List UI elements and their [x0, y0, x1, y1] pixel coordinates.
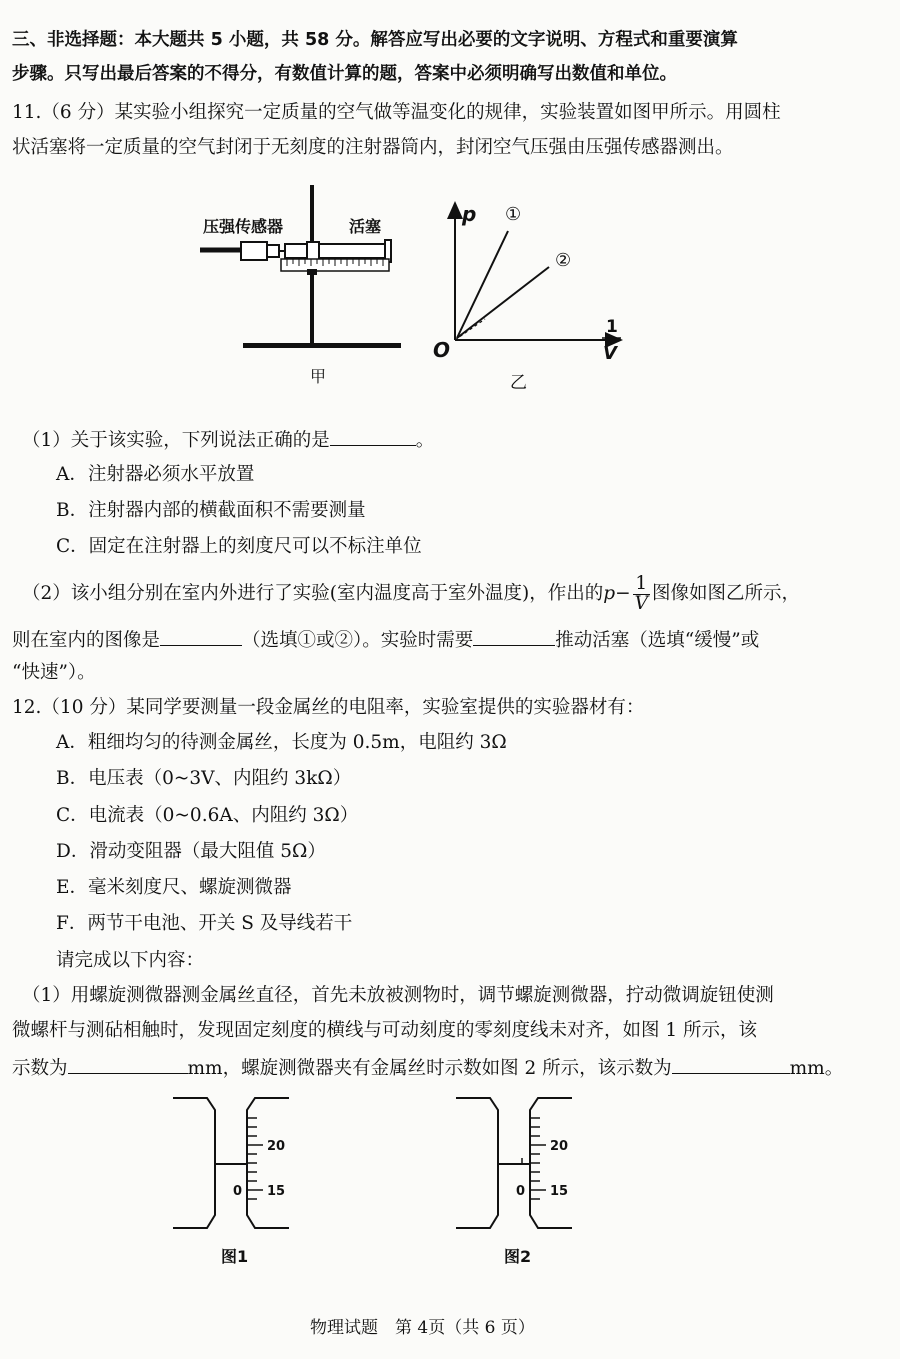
q11-stem-line2: 状活塞将一定质量的空气封闭于无刻度的注射器筒内，封闭空气压强由压强传感器测出。 [12, 137, 734, 158]
fig1-tick-20: 20 [267, 1139, 286, 1154]
fig2-tick-15: 15 [550, 1184, 569, 1199]
syringe-barrel [285, 244, 385, 258]
line-1 [457, 231, 508, 338]
q12-item-e: E．毫米刻度尺、螺旋测微器 [56, 877, 292, 898]
section-title-line1: 三、非选择题：本大题共 5 小题，共 58 分。解答应写出必要的文字说明、方程式和重要演算 [12, 30, 738, 50]
fig1-caption: 图1 [221, 1247, 249, 1266]
figure-jia-caption: 甲 [310, 367, 327, 386]
x-axis-label-num: 1 [606, 317, 618, 337]
q12-item-a: A．粗细均匀的待测金属丝，长度为 0.5m，电阻约 3Ω [56, 732, 507, 753]
answer-blank-q11-2a[interactable] [160, 627, 242, 646]
q11-option-c: C．固定在注射器上的刻度尺可以不标注单位 [56, 536, 422, 557]
stand-base [243, 343, 401, 348]
fig1-zero: 0 [233, 1184, 243, 1199]
q11-option-b: B．注射器内部的横截面积不需要测量 [56, 500, 366, 521]
section-title-line2: 步骤。只写出最后答案的不得分，有数值计算的题，答案中必须明确写出数值和单位。 [12, 64, 677, 84]
y-axis-label: p [462, 202, 477, 226]
q12-part1-line3: 示数为 mm，螺旋测微器夹有金属丝时示数如图 2 所示，该示数为 mm。 [12, 1055, 843, 1080]
q11-part2-line2: 则在室内的图像是 （选填①或②）。实验时需要 推动活塞（选填“缓慢”或 [12, 627, 759, 652]
page-footer: 物理试题 第 4页（共 6 页） [310, 1318, 535, 1338]
answer-blank-q11-2b[interactable] [473, 627, 555, 646]
q11-stem-line1: 11.（6 分）某实验小组探究一定质量的空气做等温变化的规律，实验装置如图甲所示。用圆柱 [12, 102, 781, 123]
micrometer-figure-1 [165, 1090, 315, 1275]
q12-item-d: D．滑动变阻器（最大阻值 5Ω） [56, 841, 326, 862]
micrometer-figure-2 [448, 1090, 598, 1275]
figure-yi-caption: 乙 [510, 373, 527, 393]
answer-blank-q11-1[interactable] [330, 427, 416, 446]
answer-blank-q12-1a[interactable] [68, 1055, 188, 1074]
line-2 [457, 267, 549, 338]
line-1-label: ① [505, 204, 522, 225]
figure-yi-graph [425, 195, 635, 395]
fig2-tick-20: 20 [550, 1139, 569, 1154]
q11-part2-line1: （2）该小组分别在室内外进行了实验(室内温度高于室外温度)，作出的p− $\frac{1}{V}$ 图像如图乙所示， [22, 573, 800, 614]
q12-item-f: F．两节干电池、开关 S 及导线若干 [56, 913, 353, 934]
answer-blank-q12-1b[interactable] [672, 1055, 790, 1074]
q11-part1: （1）关于该实验，下列说法正确的是 。 [22, 427, 434, 452]
q12-item-c: C．电流表（0~0.6A、内阻约 3Ω） [56, 805, 359, 826]
piston [307, 242, 319, 260]
origin-label: O [433, 338, 451, 362]
q11-part2-line3: “快速”）。 [12, 662, 96, 683]
fraction-one-over-v: $\frac{1}{V}$ [634, 573, 648, 614]
x-axis-label-den: V [603, 343, 617, 364]
piston-label: 活塞 [349, 217, 382, 236]
fig2-caption: 图2 [504, 1247, 532, 1266]
figure-jia-apparatus [195, 180, 415, 390]
sensor-label: 压强传感器 [203, 217, 284, 236]
fig1-tick-15: 15 [267, 1184, 286, 1199]
fig2-zero: 0 [516, 1184, 526, 1199]
line-2-label: ② [555, 250, 572, 271]
q12-item-b: B．电压表（0~3V、内阻约 3kΩ） [56, 768, 352, 789]
q12-stem: 12.（10 分）某同学要测量一段金属丝的电阻率，实验室提供的实验器材有： [12, 697, 645, 718]
q12-instruction: 请完成以下内容： [56, 950, 205, 971]
q11-option-a: A．注射器必须水平放置 [56, 464, 255, 485]
pressure-sensor [241, 242, 267, 260]
q12-part1-line1: （1）用螺旋测微器测金属丝直径，首先未放被测物时，调节螺旋测微器，拧动微调旋钮使测 [22, 985, 774, 1006]
q12-part1-line2: 微螺杆与测砧相触时，发现固定刻度的横线与可动刻度的零刻度线未对齐，如图 1 所示，该 [12, 1020, 758, 1041]
